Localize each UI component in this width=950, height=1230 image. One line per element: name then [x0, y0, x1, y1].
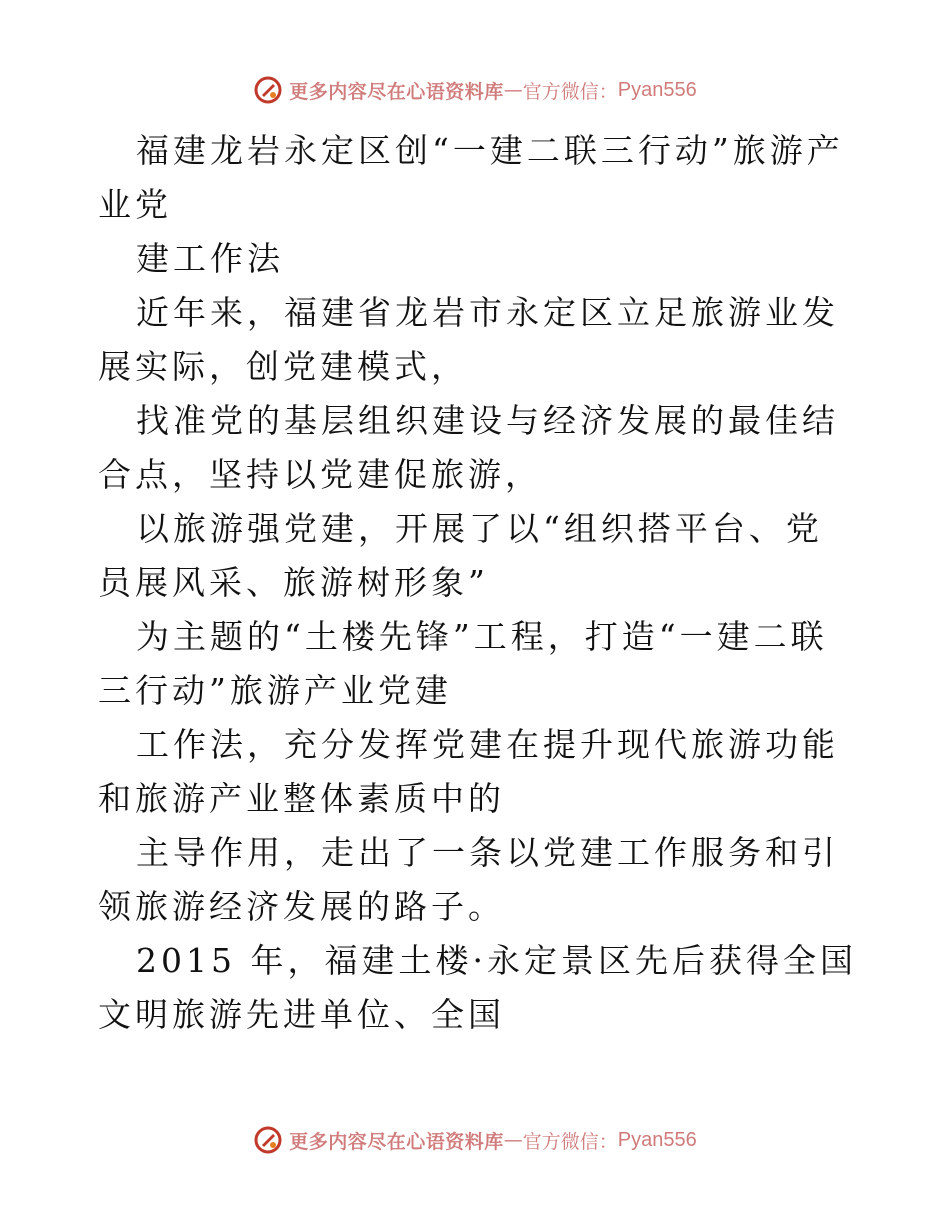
logo-icon [253, 75, 283, 105]
paragraph-title-cont: 建工作法 [136, 239, 284, 278]
watermark-label: 官方微信： [522, 80, 618, 103]
watermark-dash: — [503, 79, 523, 101]
watermark-text: 更多内容尽在心语资料库 [289, 1130, 504, 1153]
watermark-dash: — [503, 1129, 523, 1151]
document-body [98, 124, 858, 1042]
watermark-id: Pyan556 [617, 78, 697, 101]
watermark-id: Pyan556 [617, 1128, 697, 1151]
paragraph-title: 福建龙岩永定区创“一建二联三行动”旅游产业党 [98, 131, 844, 224]
watermark-text: 更多内容尽在心语资料库 [289, 80, 504, 103]
paragraph: 2015 年，福建土楼·永定景区先后获得全国文明旅游先进单位、全国 [98, 941, 857, 1034]
watermark-label: 官方微信： [522, 1130, 618, 1153]
paragraph: 主导作用，走出了一条以党建工作服务和引领旅游经济发展的路子。 [98, 833, 839, 926]
logo-icon [253, 1125, 283, 1155]
paragraph: 找准党的基层组织建设与经济发展的最佳结合点，坚持以党建促旅游， [98, 401, 839, 494]
paragraph: 以旅游强党建，开展了以“组织搭平台、党员展风采、旅游树形象” [98, 509, 823, 602]
paragraph: 工作法，充分发挥党建在提升现代旅游功能和旅游产业整体素质中的 [98, 725, 839, 818]
paragraph: 为主题的“土楼先锋”工程，打造“一建二联三行动”旅游产业党建 [98, 617, 828, 710]
paragraph: 近年来，福建省龙岩市永定区立足旅游业发展实际，创党建模式， [98, 293, 839, 386]
watermark-footer [0, 1120, 950, 1160]
watermark-header [0, 70, 950, 110]
